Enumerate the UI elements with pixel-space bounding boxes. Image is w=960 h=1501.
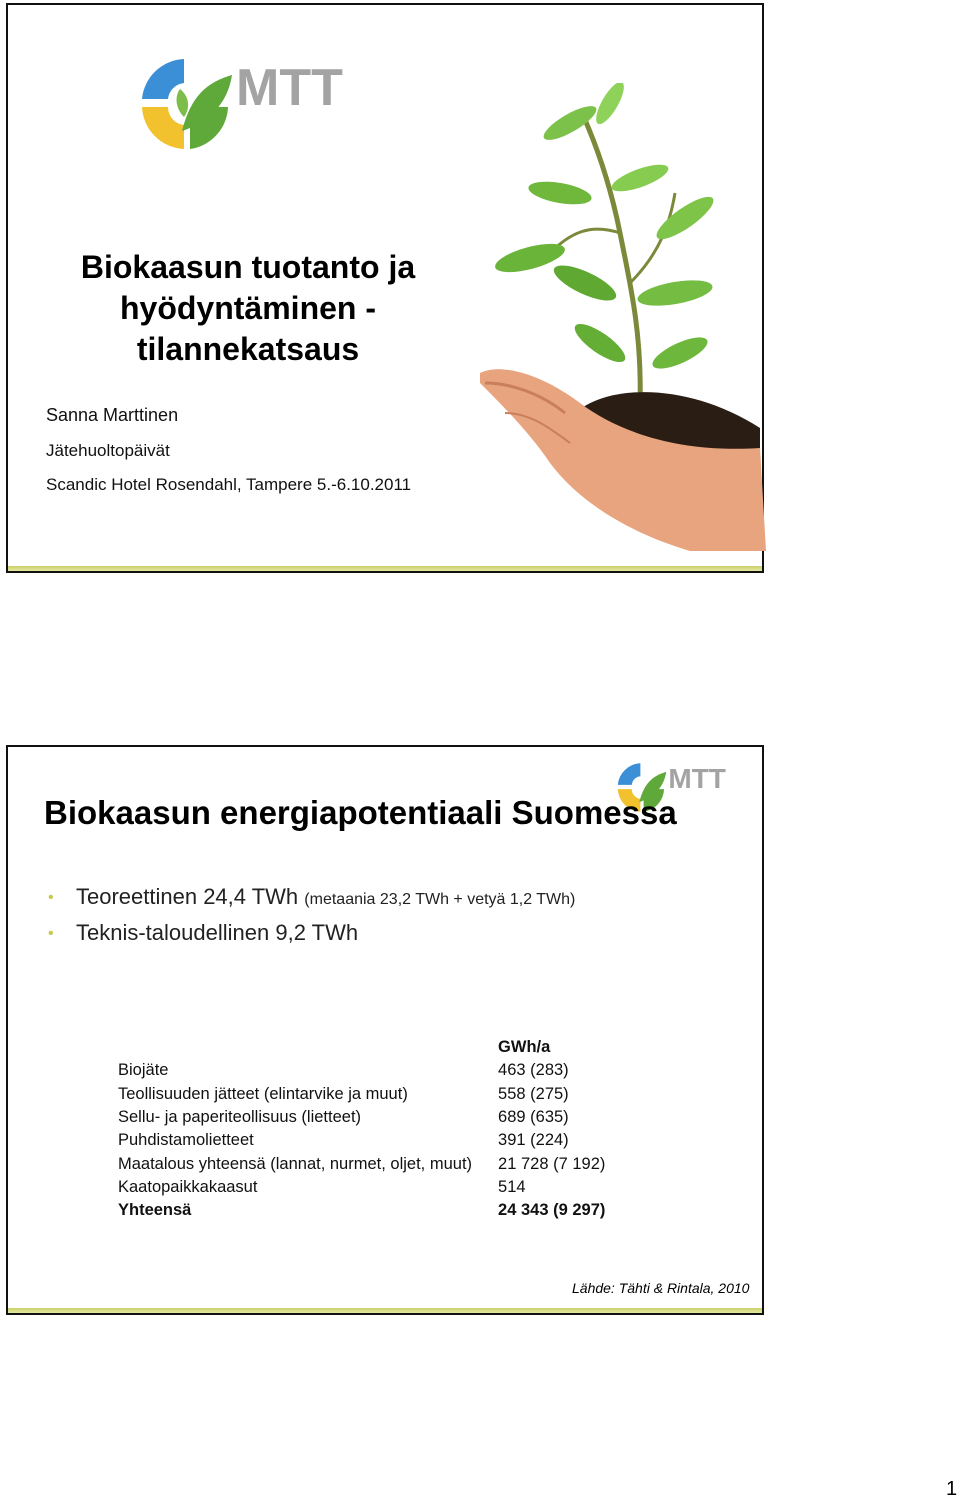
total-value: 24 343 (9 297)	[498, 1201, 606, 1220]
author-name: Sanna Marttinen	[46, 405, 179, 425]
title-line: tilannekatsaus	[136, 331, 360, 367]
bullet-main-text: Teknis-taloudellinen 9,2 TWh	[76, 920, 359, 945]
row-value: 21 728 (7 192)	[498, 1154, 606, 1173]
logo-wordmark: MTT	[668, 763, 726, 795]
table-header-row	[114, 1036, 605, 1059]
slide-bottom-rule	[8, 566, 762, 571]
row-label: Biojäte	[118, 1061, 169, 1080]
logo-wordmark: MTT	[236, 59, 343, 117]
bullet-item	[48, 884, 575, 910]
hand-holding-seedling-icon	[470, 83, 766, 551]
table-total-row	[114, 1199, 605, 1222]
bullet-main-text: Teoreettinen 24,4 TWh	[76, 884, 305, 909]
table-row	[114, 1083, 605, 1106]
total-label: Yhteensä	[118, 1201, 192, 1220]
table-row	[114, 1059, 605, 1082]
title-line: Biokaasun tuotanto ja	[80, 249, 416, 285]
row-label: Maatalous yhteensä (lannat, nurmet, oljet, muut)	[118, 1154, 473, 1173]
row-label: Puhdistamolietteet	[118, 1131, 254, 1150]
table-row	[114, 1129, 605, 1152]
event-name: Jätehuoltopäivät	[46, 441, 170, 460]
row-value: 558 (275)	[498, 1084, 569, 1103]
table-row	[114, 1152, 605, 1175]
table-row	[114, 1176, 605, 1199]
source-citation: Lähde: Tähti & Rintala, 2010	[572, 1280, 750, 1296]
row-label: Teollisuuden jätteet (elintarvike ja muut)	[118, 1084, 408, 1103]
bullet-dot-icon: •	[48, 889, 54, 907]
page-number: 1	[946, 1478, 958, 1500]
mtt-leaf-logo-icon	[132, 51, 372, 155]
event-venue-date: Scandic Hotel Rosendahl, Tampere 5.-6.10.2011	[46, 475, 412, 494]
row-value: 463 (283)	[498, 1061, 569, 1080]
biogas-potential-table	[114, 1036, 605, 1222]
row-value: 514	[498, 1177, 526, 1196]
bullet-dot-icon: •	[48, 925, 54, 943]
slide-bottom-rule	[8, 1308, 762, 1313]
row-label: Sellu- ja paperiteollisuus (lietteet)	[118, 1108, 362, 1127]
row-label: Kaatopaikkakaasut	[118, 1177, 258, 1196]
row-value: 391 (224)	[498, 1131, 569, 1150]
title-slide	[6, 3, 764, 573]
bullet-item	[48, 920, 358, 946]
unit-header: GWh/a	[498, 1038, 551, 1057]
bullet-note: (metaania 23,2 TWh + vetyä 1,2 TWh)	[304, 891, 576, 908]
slide-title	[48, 247, 448, 370]
title-line: hyödyntäminen -	[119, 290, 376, 326]
slide-title: Biokaasun energiapotentiaali Suomessa	[44, 794, 677, 831]
table-row	[114, 1106, 605, 1129]
row-value: 689 (635)	[498, 1108, 569, 1127]
